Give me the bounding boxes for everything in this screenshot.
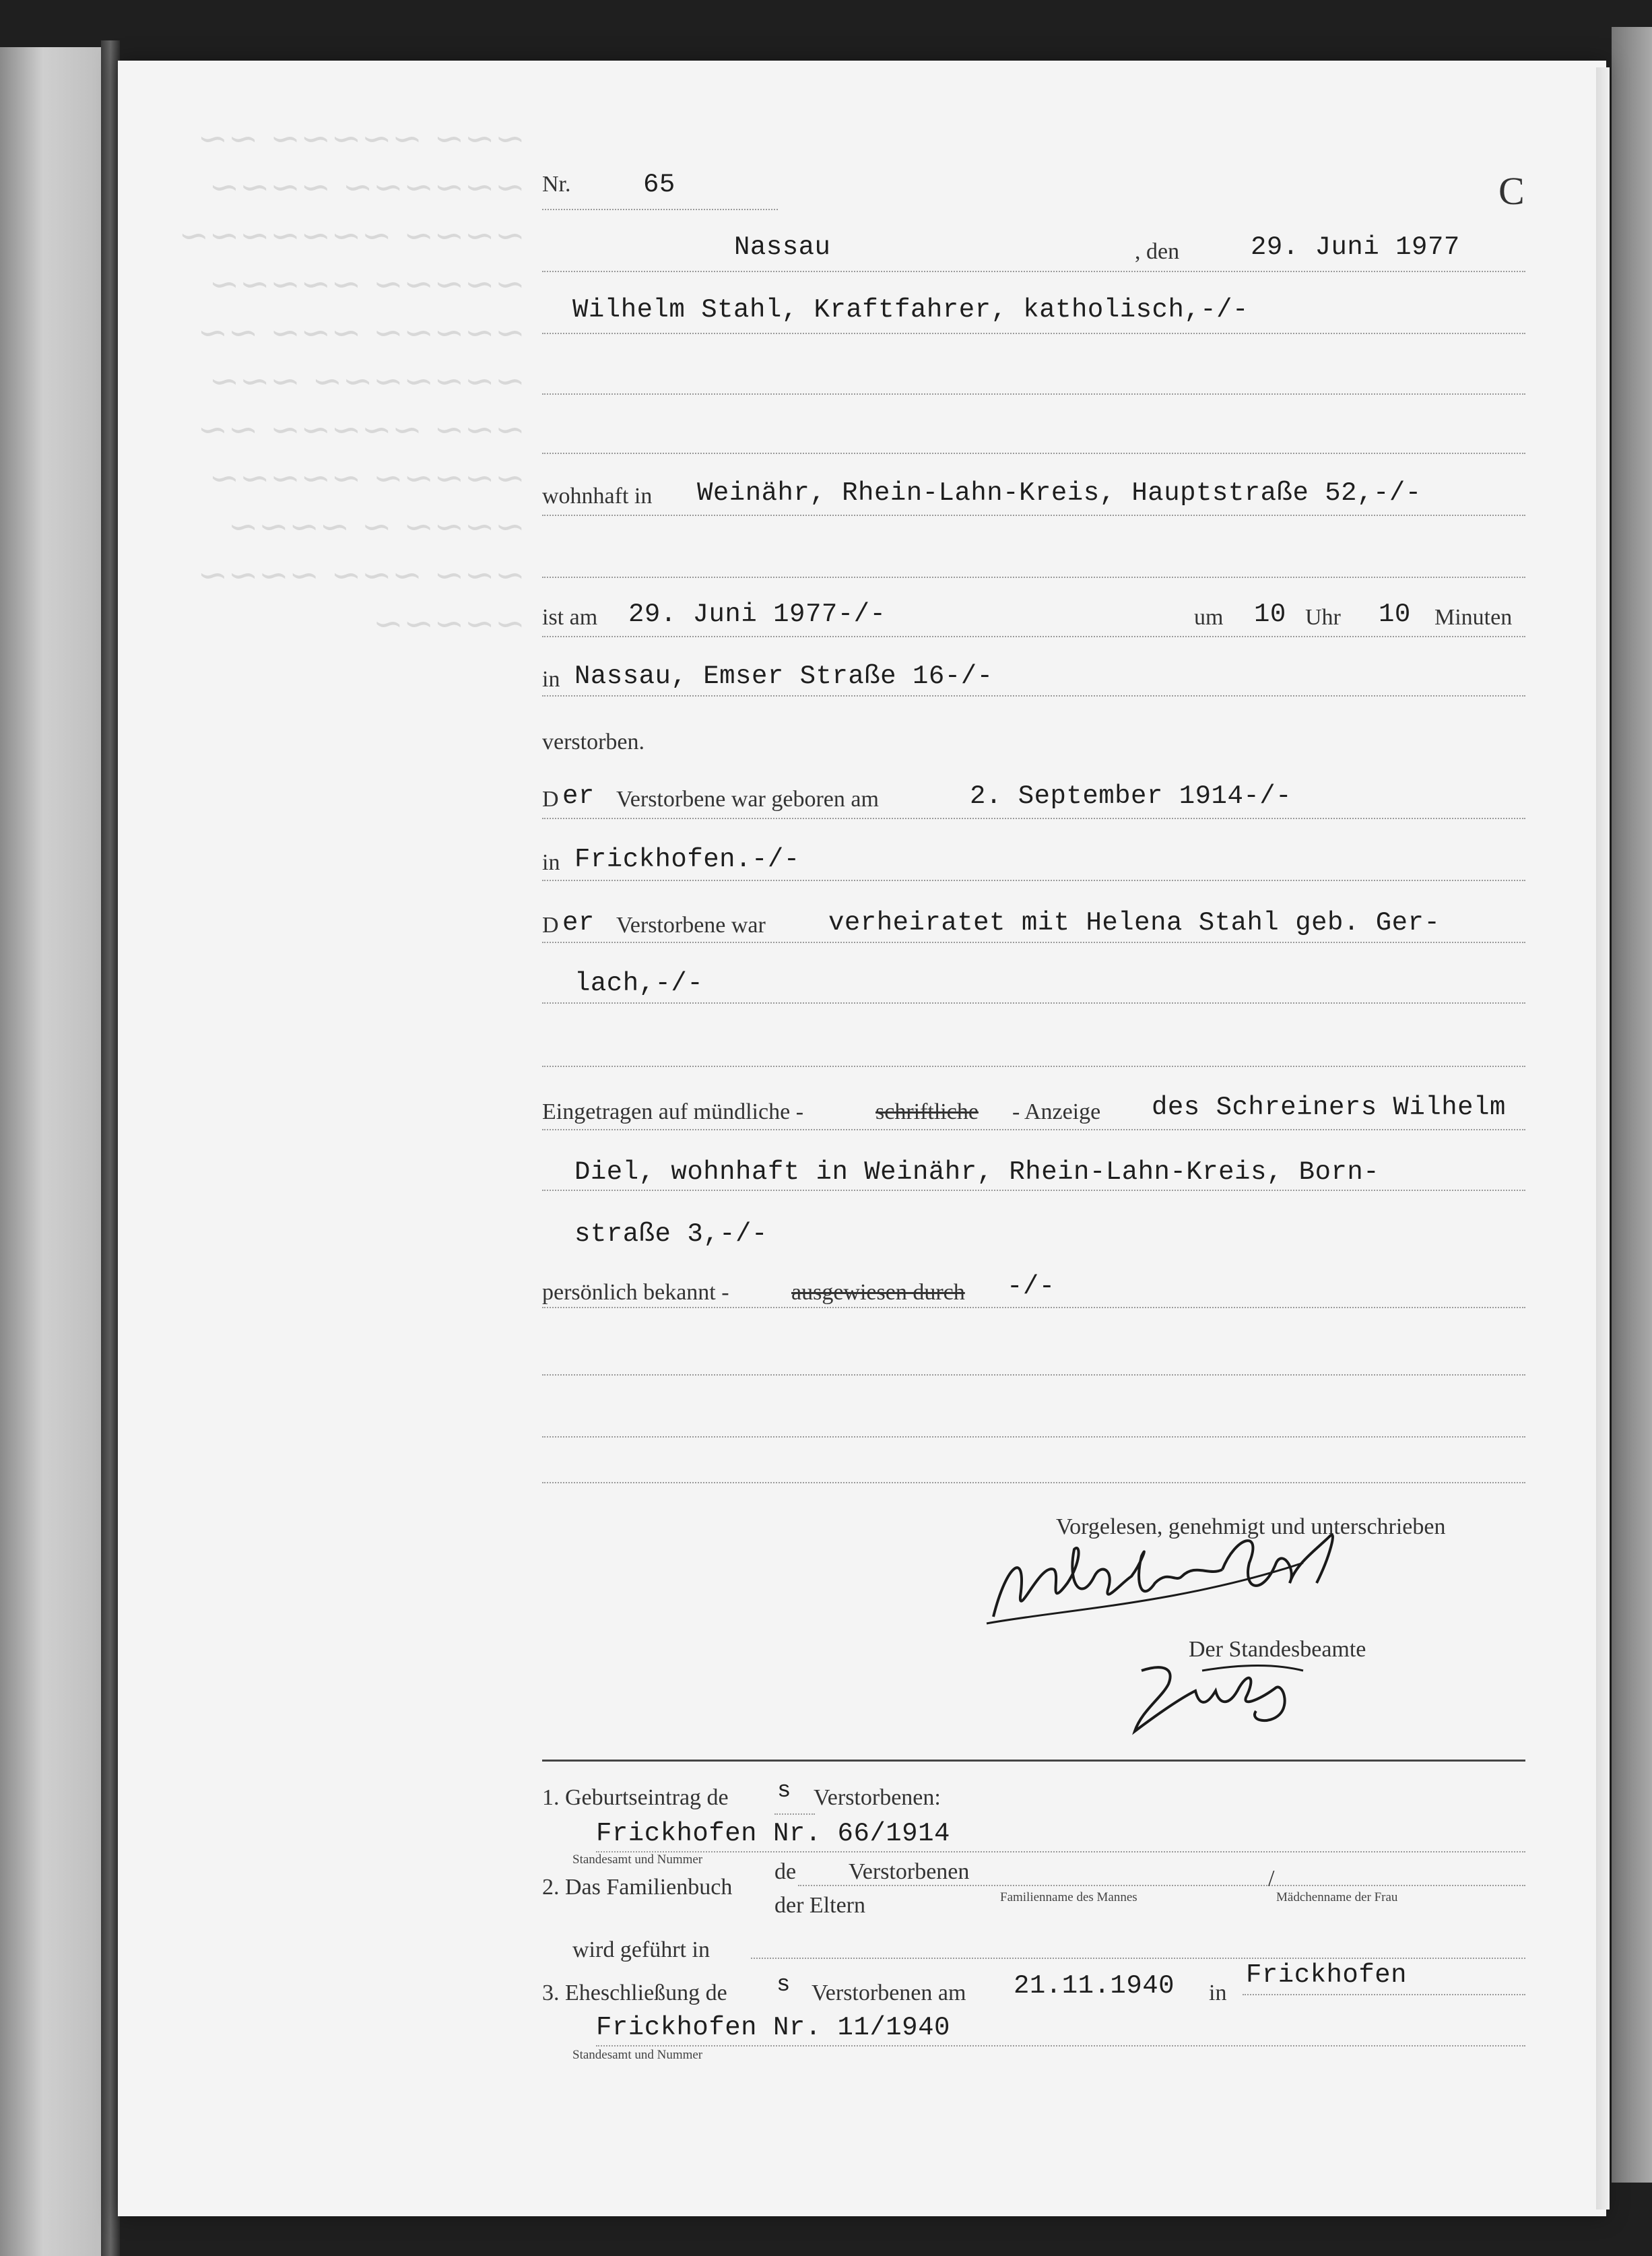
anzeige-label: - Anzeige [1012, 1099, 1101, 1124]
record-number: 65 [643, 170, 675, 199]
schriftliche-struck: schriftliche [875, 1099, 979, 1124]
birth-place-line [542, 880, 1525, 881]
death-hour: 10 [1254, 600, 1286, 629]
item3-suffix: s [777, 1972, 791, 1998]
born-article: er [562, 781, 595, 811]
marriage-date: 21.11.1940 [1014, 1971, 1175, 2001]
name-line [542, 333, 1525, 334]
den-label: , den [1135, 239, 1180, 264]
date-line [542, 271, 1525, 272]
marital-status-cont: lach,-/- [574, 969, 704, 998]
death-date-line [542, 636, 1525, 637]
form-content [542, 0, 1532, 2256]
gefuehrt-line [751, 1958, 1525, 1959]
item1-suffix: s [777, 1778, 791, 1804]
nr-line [542, 209, 778, 210]
blank-line-4 [542, 1066, 1525, 1067]
familienname-label: Familienname des Mannes [1000, 1890, 1137, 1904]
married-article: er [562, 908, 595, 938]
birth-in-label: in [542, 850, 560, 875]
registrar-signature [1121, 1657, 1323, 1745]
death-place: Nassau, Emser Straße 16-/- [574, 662, 993, 691]
bekannt-line [542, 1307, 1525, 1308]
standesamt-label-1: Standesamt und Nummer [572, 1852, 703, 1867]
informant-line-b [542, 1190, 1525, 1191]
item2-label: 2. Das Familienbuch [542, 1875, 733, 1900]
death-place-line [542, 695, 1525, 697]
ausgewiesen-struck: ausgewiesen durch [791, 1280, 965, 1305]
item3-label: 3. Eheschließung de [542, 1980, 727, 2005]
verstorben-label: verstorben. [542, 730, 645, 754]
marital-status: verheiratet mit Helena Stahl geb. Ger- [828, 908, 1441, 938]
born-label: Verstorbene war geboren am [616, 787, 879, 812]
death-date: 29. Juni 1977-/- [628, 600, 886, 629]
informant-signature [980, 1522, 1357, 1644]
item2-slash: / [1268, 1866, 1275, 1891]
married-line-1 [542, 942, 1525, 943]
ist-am-label: ist am [542, 605, 598, 630]
in-label: in [542, 667, 560, 692]
item3-label2: Verstorbenen am [812, 1980, 966, 2005]
residence-line [542, 515, 1525, 516]
blank-line-3 [542, 577, 1525, 578]
corner-letter: C [1498, 169, 1525, 213]
blank-line-6 [542, 1436, 1525, 1438]
informant-line-1: des Schreiners Wilhelm [1152, 1093, 1506, 1122]
um-label: um [1194, 605, 1224, 630]
bekannt-value: -/- [1007, 1272, 1055, 1301]
married-line-2 [542, 1002, 1525, 1004]
informant-line-a [542, 1129, 1525, 1130]
married-prefix: D [542, 913, 559, 938]
blank-line-1 [542, 393, 1525, 395]
page-stack-edge [1596, 67, 1610, 2210]
married-label: Verstorbene war [616, 913, 766, 938]
minuten-label: Minuten [1434, 605, 1513, 630]
deceased-name: Wilhelm Stahl, Kraftfahrer, katholisch,-/- [572, 295, 1249, 325]
item3-value-line [596, 2045, 1525, 2046]
place: Nassau [734, 232, 831, 262]
left-page-edge [0, 47, 108, 2256]
bekannt-label: persönlich bekannt - [542, 1280, 729, 1305]
item1-label2: Verstorbenen: [814, 1785, 941, 1810]
marriage-place-line [1243, 1994, 1525, 1995]
item3-in: in [1209, 1980, 1227, 2005]
maedchenname-label: Mädchenname der Frau [1276, 1890, 1398, 1904]
blank-line-2 [542, 453, 1525, 454]
informant-line-3: straße 3,-/- [574, 1219, 768, 1249]
footer-separator [542, 1760, 1525, 1762]
birth-date-line [542, 818, 1525, 819]
birth-place: Frickhofen.-/- [574, 845, 800, 874]
item1-suffix-line [774, 1813, 815, 1815]
right-cover-edge [1612, 27, 1652, 2183]
item1-value-line [596, 1851, 1525, 1852]
bleed-through-handwriting: ~~~ ~~~~~ ~~ ~~~~~~ ~~~~ ~~~~ ~~~~~~~ ~~~~~ ~~~~~ ~~~~~ ~~~ ~~ ~~~~~~~ ~~~ ~~~ ~~~~~ ~~ ~~~~~ ~~~~~ ~~~~ ~ ~~~~ ~~~ ~~~ ~~~~ ~~~~~ [178, 117, 525, 645]
nr-label: Nr. [542, 172, 571, 197]
item1-label: 1. Geburtseintrag de [542, 1785, 729, 1810]
standesamt-label-2: Standesamt und Nummer [572, 2048, 703, 2062]
item2-line [798, 1885, 1525, 1886]
death-minute: 10 [1379, 600, 1411, 629]
item2-value: Verstorbenen [849, 1859, 970, 1884]
informant-line-2: Diel, wohnhaft in Weinähr, Rhein-Lahn-Kreis, Born- [574, 1157, 1380, 1187]
vorgelesen-label: Vorgelesen, genehmigt und unterschrieben [1056, 1514, 1446, 1539]
item2-de: de [774, 1859, 797, 1884]
marriage-place: Frickhofen [1246, 1960, 1408, 1990]
book-spine [101, 40, 120, 2256]
blank-line-7 [542, 1482, 1525, 1483]
uhr-label: Uhr [1305, 605, 1341, 630]
born-prefix: D [542, 787, 559, 812]
record-date: 29. Juni 1977 [1251, 232, 1460, 262]
item2-eltern: der Eltern [774, 1893, 865, 1918]
wohnhaft-label: wohnhaft in [542, 484, 653, 509]
residence: Weinähr, Rhein-Lahn-Kreis, Hauptstraße 52,-/- [697, 478, 1422, 508]
eingetragen-label: Eingetragen auf mündliche - [542, 1099, 804, 1124]
gefuehrt-label: wird geführt in [572, 1937, 710, 1962]
birth-date: 2. September 1914-/- [970, 781, 1292, 811]
blank-line-5 [542, 1374, 1525, 1376]
standesbeamte-label: Der Standesbeamte [1189, 1637, 1366, 1662]
marriage-register-entry: Frickhofen Nr. 11/1940 [596, 2013, 950, 2042]
birth-register-entry: Frickhofen Nr. 66/1914 [596, 1819, 950, 1848]
